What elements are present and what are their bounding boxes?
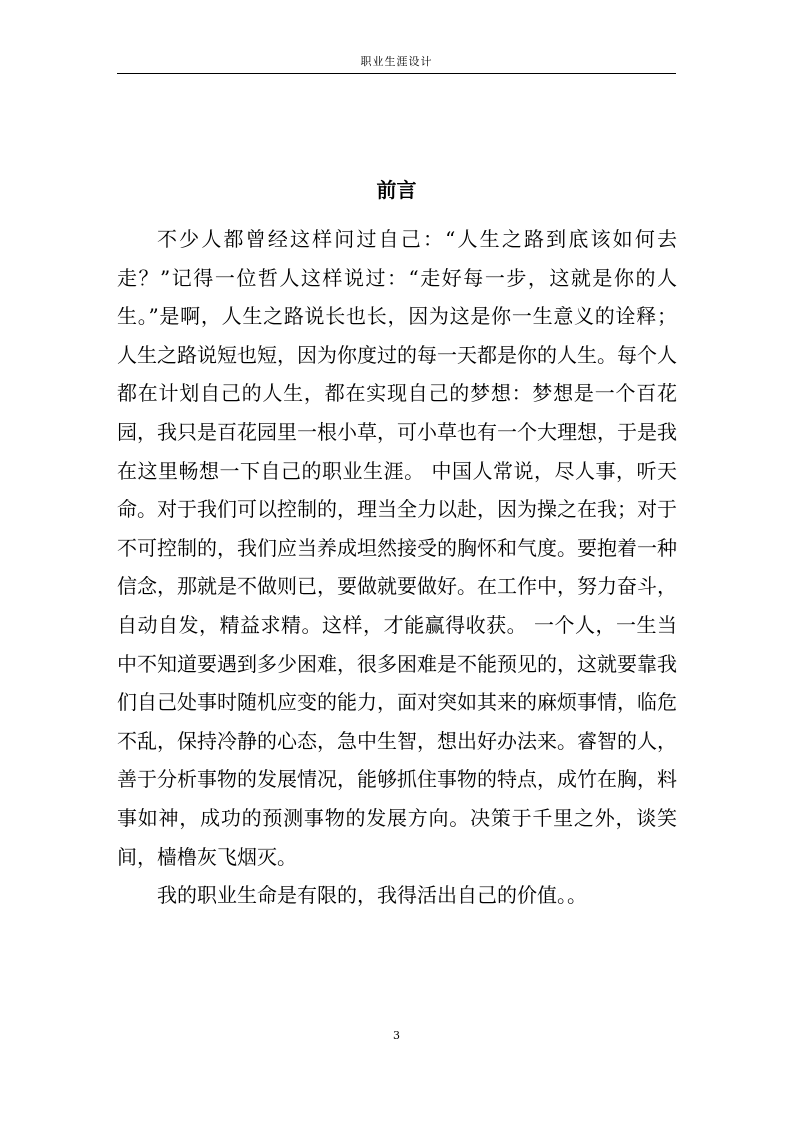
header-divider xyxy=(117,73,676,74)
page-number: 3 xyxy=(393,1029,400,1042)
paragraph-1: 不少人都曾经这样问过自己：“人生之路到底该如何去走？”记得一位哲人这样说过：“走好每一步，这就是你的人生。”是啊，人生之路说长也长，因为这是你一生意义的诠释；人生之路说短也短，因为你度过的每一天都是你的人生。每个人都在计划自己的人生，都在实现自己的梦想：梦想是一个百花园，我只是百花园里一根小草，可小草也有一个大理想，于是我在这里畅想一下自己的职业生涯。 中国人常说，尽人事，听天命。对于我们可以控制的，理当全力以赴，因为操之在我；对于不可控制的，我们应当养成坦然接受的胸怀和气度。要抱着一种信念，那就是不做则已，要做就要做好。在工作中，努力奋斗，自动自发，精益求精。这样，才能赢得收获。 一个人，一生当中不知道要遇到多少困难，很多困难是不能预见的，这就要靠我们自己处事时随机应变的能力，面对突如其来的麻烦事情，临危不乱，保持冷静的心态，急中生智，想出好办法来。睿智的人，善于分析事物的发展情况，能够抓住事物的特点，成竹在胸，料事如神，成功的预测事物的发展方向。决策于千里之外，谈笑间，樯橹灰飞烟灭。 xyxy=(117,227,677,869)
body-text xyxy=(117,220,677,915)
section-heading: 前言 xyxy=(376,178,417,202)
running-header: 职业生涯设计 xyxy=(360,55,433,68)
paragraph-2: 我的职业生命是有限的，我得活出自己的价值。。 xyxy=(157,883,587,908)
